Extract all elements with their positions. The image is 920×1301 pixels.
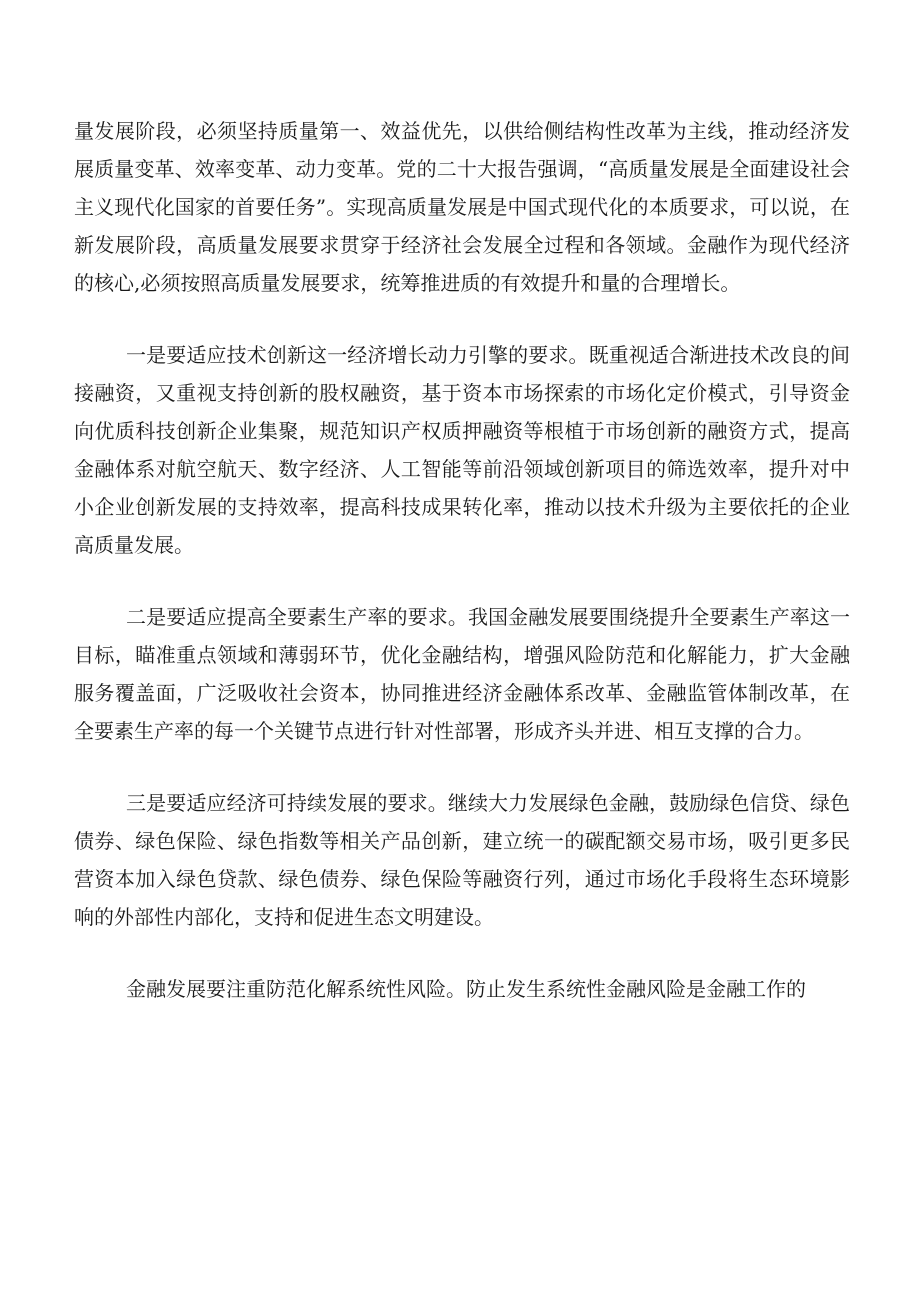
document-body [74, 112, 850, 1042]
paragraph-1: 量发展阶段，必须坚持质量第一、效益优先，以供给侧结构性改革为主线，推动经济发展质量变革、效率变革、动力变革。党的二十大报告强调，“高质量发展是全面建设社会主义现代化国家的首要任务”。实现高质量发展是中国式现代化的本质要求，可以说，在新发展阶段，高质量发展要求贯穿于经济社会发展全过程和各领域。金融作为现代经济的核心,必须按照高质量发展要求，统筹推进质的有效提升和量的合理增长。 [74, 119, 850, 295]
paragraph-4: 三是要适应经济可持续发展的要求。继续大力发展绿色金融，鼓励绿色信贷、绿色债券、绿色保险、绿色指数等相关产品创新，建立统一的碳配额交易市场，吸引更多民营资本加入绿色贷款、绿色债券、绿色保险等融资行列，通过市场化手段将生态环境影响的外部性内部化，支持和促进生态文明建设。 [74, 791, 850, 929]
paragraph-3: 二是要适应提高全要素生产率的要求。我国金融发展要围绕提升全要素生产率这一目标，瞄准重点领域和薄弱环节，优化金融结构，增强风险防范和化解能力，扩大金融服务覆盖面，广泛吸收社会资本，协同推进经济金融体系改革、金融监管体制改革，在全要素生产率的每一个关键节点进行针对性部署，形成齐头并进、相互支撑的合力。 [74, 605, 850, 743]
paragraph-2: 一是要适应技术创新这一经济增长动力引擎的要求。既重视适合渐进技术改良的间接融资，又重视支持创新的股权融资，基于资本市场探索的市场化定价模式，引导资金向优质科技创新企业集聚，规范知识产权质押融资等根植于市场创新的融资方式，提高金融体系对航空航天、数字经济、人工智能等前沿领域创新项目的筛选效率，提升对中小企业创新发展的支持效率，提高科技成果转化率，推动以技术升级为主要依托的企业高质量发展。 [74, 343, 850, 557]
paragraph-5: 金融发展要注重防范化解系统性风险。防止发生系统性金融风险是金融工作的 [126, 977, 806, 1001]
